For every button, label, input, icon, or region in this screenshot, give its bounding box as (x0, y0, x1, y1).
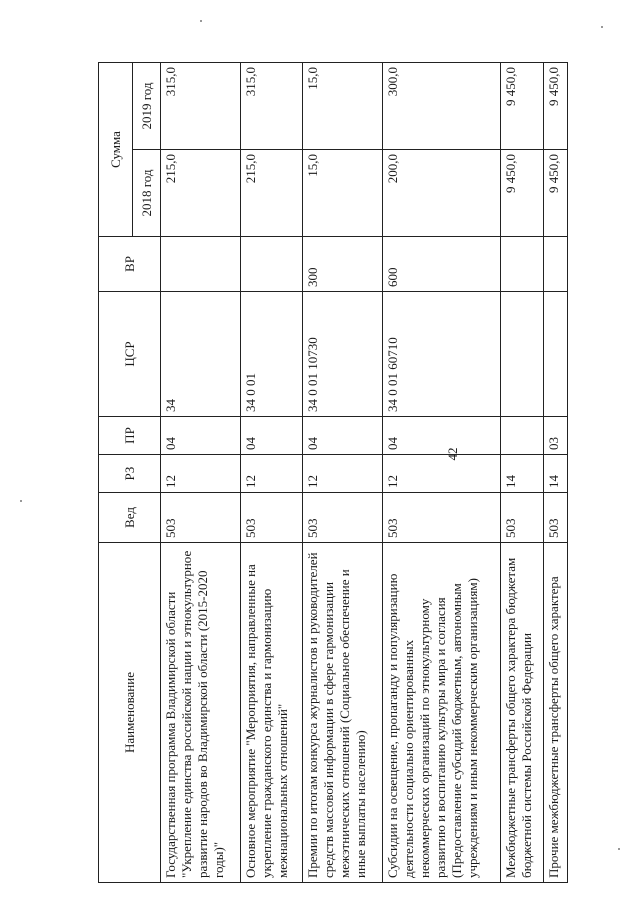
row-vr: 300 (302, 237, 382, 292)
header-sum: Сумма (99, 63, 133, 237)
row-sum-2019: 9 450,0 (500, 63, 543, 150)
row-ved: 503 (161, 493, 241, 543)
header-pr: ПР (99, 417, 161, 455)
row-vr (241, 237, 303, 292)
header-rz: РЗ (99, 455, 161, 493)
row-name: Прочие межбюджетные трансферты общего характера (543, 543, 567, 883)
table-row (241, 63, 303, 883)
row-sum-2019: 315,0 (241, 63, 303, 150)
row-pr: 04 (161, 417, 241, 455)
page-number: 42 (445, 447, 460, 461)
row-sum-2019: 15,0 (302, 63, 382, 150)
row-vr (543, 237, 567, 292)
row-pr: 04 (383, 417, 500, 455)
row-sum-2018: 215,0 (241, 150, 303, 237)
row-csr (543, 292, 567, 417)
header-2018: 2018 год (133, 150, 161, 237)
table-row (161, 63, 241, 883)
row-sum-2019: 315,0 (161, 63, 241, 150)
scan-speck (200, 20, 202, 22)
row-name: Субсидии на освещение, пропаганду и популяризацию деятельности социально ориентированных некоммерческих организаций по этнокультурному развитию и воспитанию культуры мира и согласия (Предоставление субсидий бюджетным, автономным учреждениям и иным некоммерческим организациям) (383, 543, 500, 883)
header-name: Наименование (99, 543, 161, 883)
scan-speck (20, 500, 22, 502)
row-pr (500, 417, 543, 455)
row-pr: 04 (302, 417, 382, 455)
row-sum-2018: 200,0 (383, 150, 500, 237)
scan-speck (601, 26, 603, 28)
row-vr: 600 (383, 237, 500, 292)
row-ved: 503 (383, 493, 500, 543)
row-csr: 34 0 01 10730 (302, 292, 382, 417)
row-ved: 503 (500, 493, 543, 543)
header-csr: ЦСР (99, 292, 161, 417)
row-pr: 04 (241, 417, 303, 455)
row-sum-2018: 215,0 (161, 150, 241, 237)
row-sum-2018: 15,0 (302, 150, 382, 237)
row-rz: 12 (161, 455, 241, 493)
row-rz: 12 (241, 455, 303, 493)
row-ved: 503 (241, 493, 303, 543)
header-row (99, 63, 133, 883)
row-sum-2018: 9 450,0 (543, 150, 567, 237)
table-row (543, 63, 567, 883)
row-rz: 12 (383, 455, 500, 493)
row-name: Основное мероприятие "Мероприятия, направленные на укрепление гражданского единства и гармонизацию межнациональных отношений" (241, 543, 303, 883)
row-name: Премии по итогам конкурса журналистов и руководителей средств массовой информации в сфере гармонизации межэтнических отношений (Социальное обеспечение и иные выплаты населению) (302, 543, 382, 883)
row-sum-2018: 9 450,0 (500, 150, 543, 237)
row-name: Межбюджетные трансферты общего характера бюджетам бюджетной системы Российской Федерации (500, 543, 543, 883)
row-csr (500, 292, 543, 417)
row-sum-2019: 9 450,0 (543, 63, 567, 150)
row-ved: 503 (302, 493, 382, 543)
row-pr: 03 (543, 417, 567, 455)
row-csr: 34 0 01 (241, 292, 303, 417)
row-name: Государственная программа Владимирской области "Укрепление единства российской нации и этнокультурное развитие народов во Владимирской области (2015-2020 годы)" (161, 543, 241, 883)
budget-table (98, 62, 568, 883)
table-row (500, 63, 543, 883)
row-rz: 14 (543, 455, 567, 493)
table-row (302, 63, 382, 883)
row-rz: 14 (500, 455, 543, 493)
header-2019: 2019 год (133, 63, 161, 150)
header-vr: ВР (99, 237, 161, 292)
row-vr (500, 237, 543, 292)
table-row (383, 63, 500, 883)
row-rz: 12 (302, 455, 382, 493)
row-csr: 34 (161, 292, 241, 417)
row-csr: 34 0 01 60710 (383, 292, 500, 417)
header-ved: Вед (99, 493, 161, 543)
row-vr (161, 237, 241, 292)
budget-table-container (98, 63, 568, 883)
row-ved: 503 (543, 493, 567, 543)
scan-speck (618, 848, 620, 850)
row-sum-2019: 300,0 (383, 63, 500, 150)
budget-table-rotated (98, 63, 568, 883)
